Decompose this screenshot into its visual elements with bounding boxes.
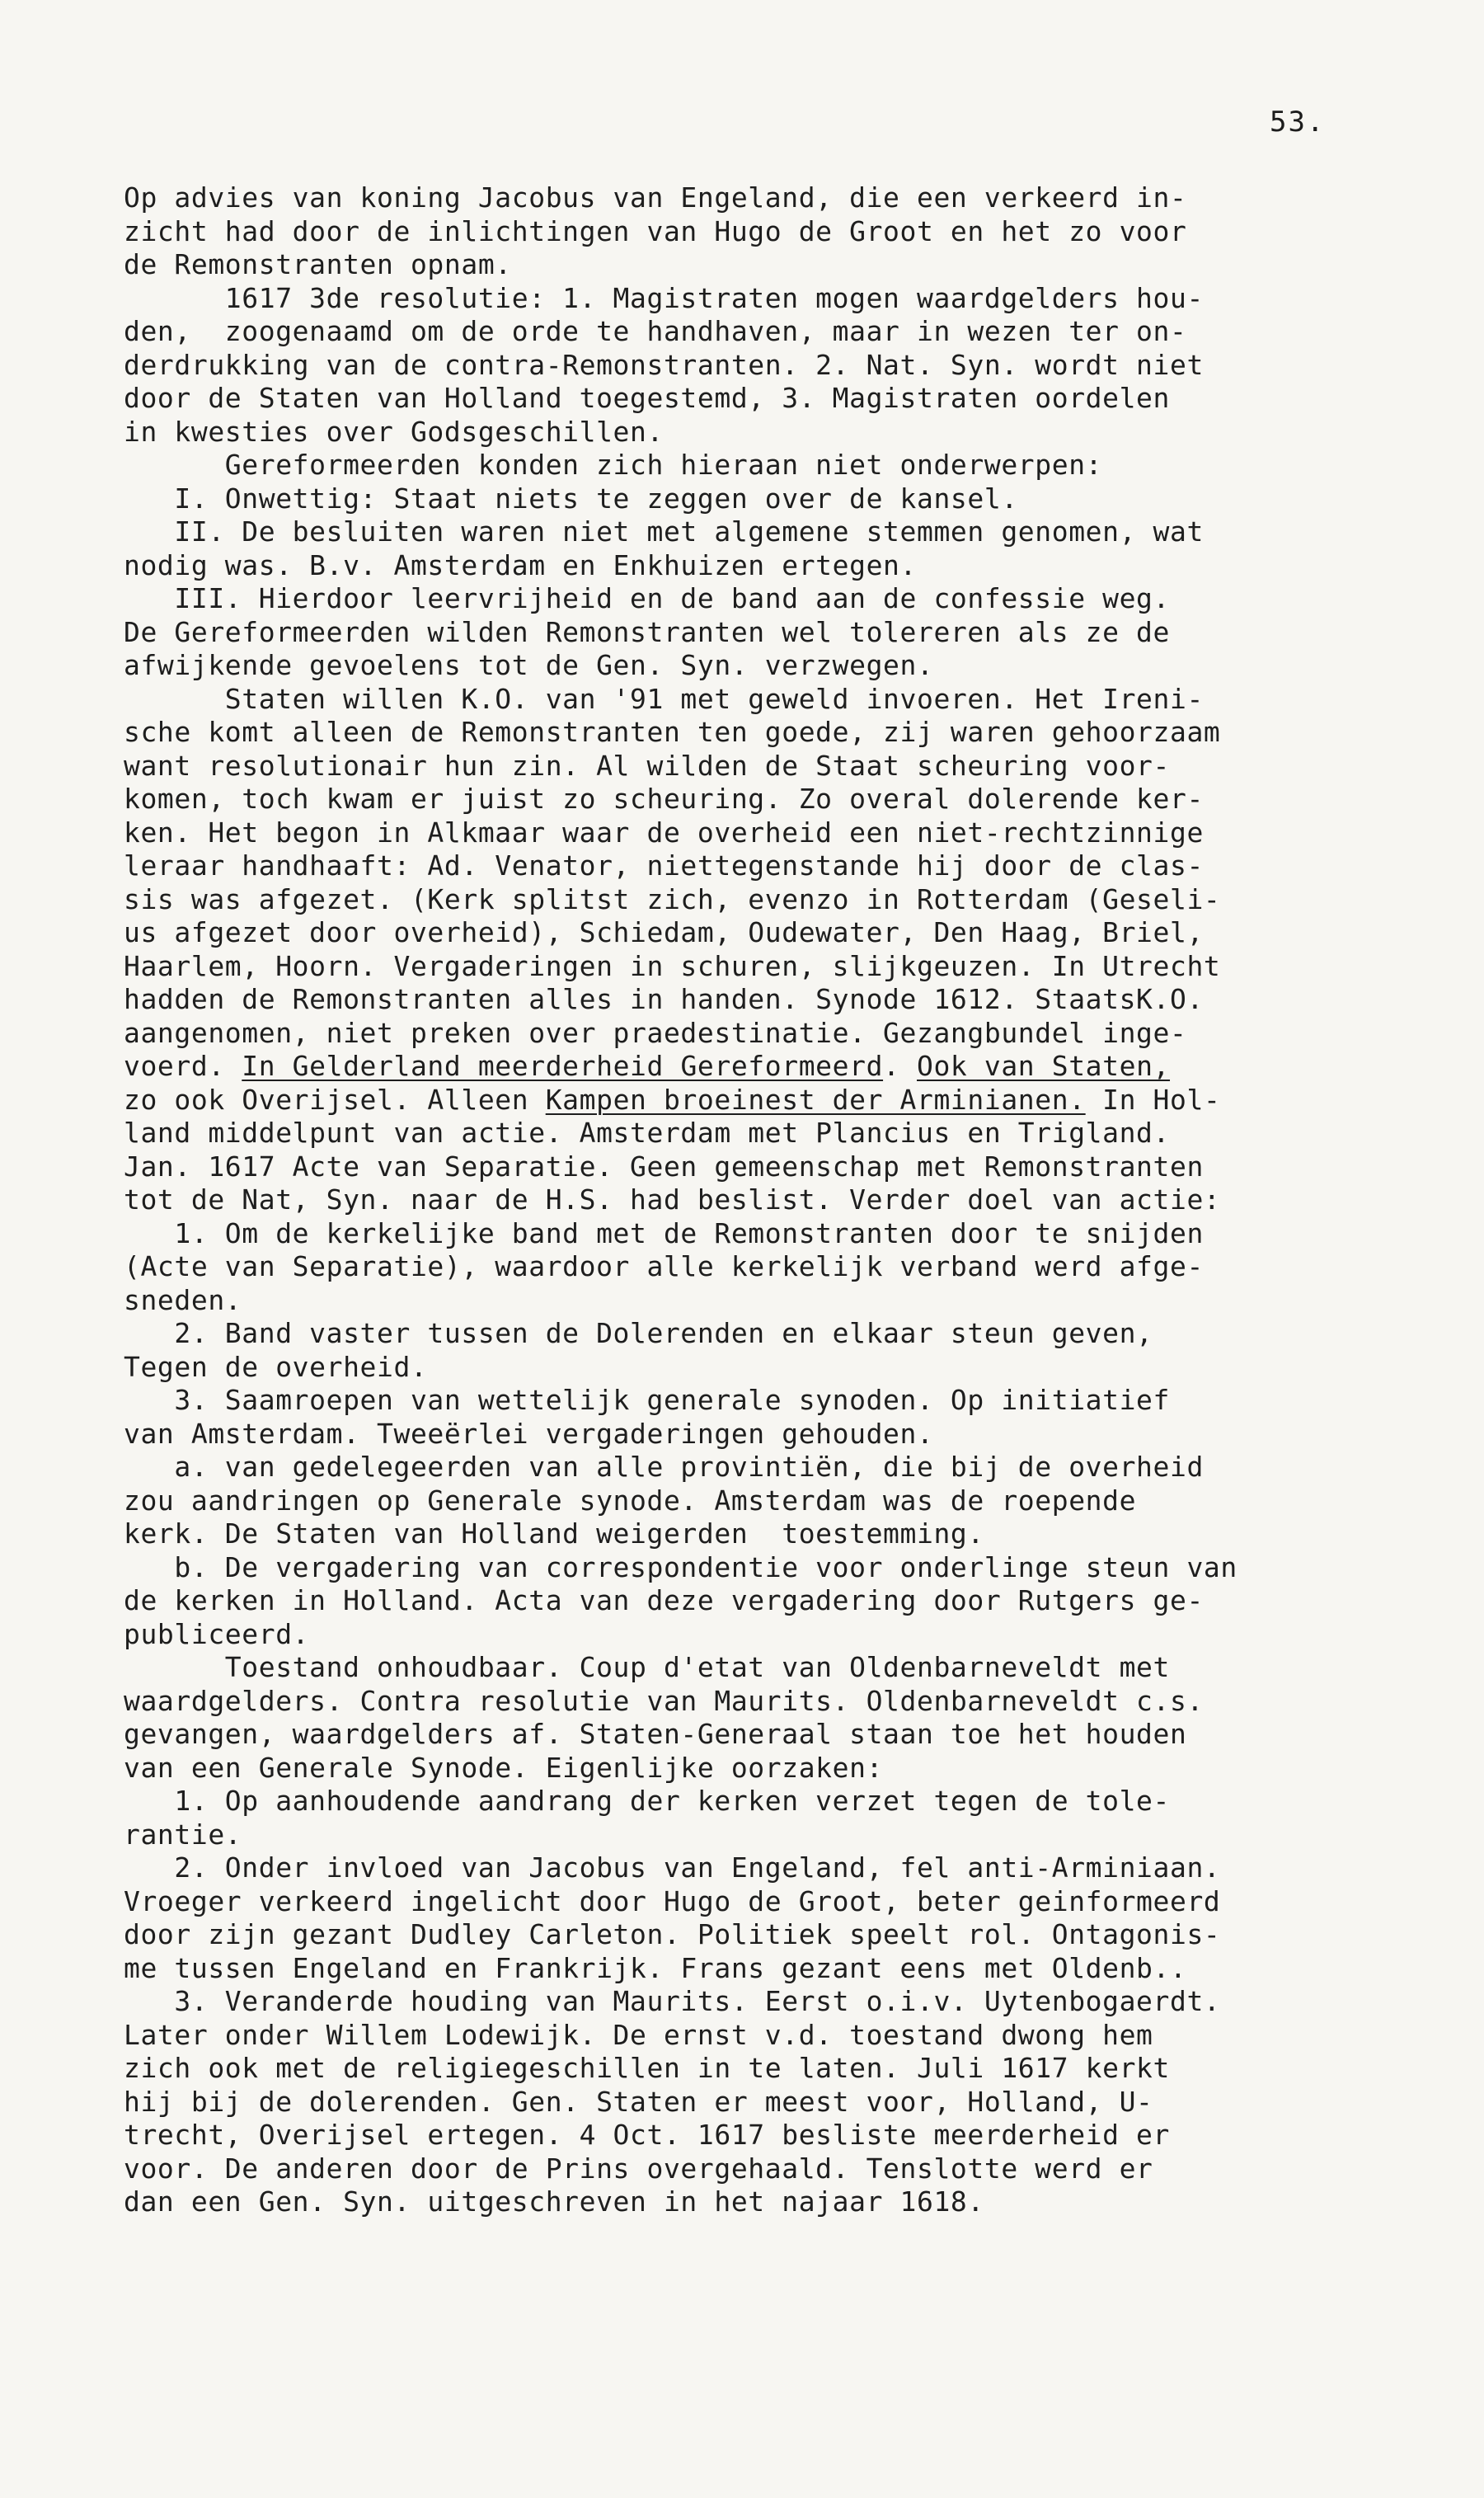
text-line bbox=[124, 2119, 1459, 2152]
text-line bbox=[124, 1084, 1459, 1117]
text-line bbox=[124, 1584, 1459, 1618]
line-text: den, zoogenaamd om de orde te handhaven, maar in wezen ter on- bbox=[124, 315, 1187, 347]
line-text: Later onder Willem Lodewijk. De ernst v.d. toestand dwong hem bbox=[124, 2018, 1153, 2051]
text-line bbox=[124, 1618, 1459, 1652]
text-line bbox=[124, 1217, 1459, 1251]
text-line bbox=[124, 315, 1459, 349]
line-text: want resolutionair hun zin. Al wilden de Staat scheuring voor- bbox=[124, 749, 1170, 782]
text-line bbox=[124, 1651, 1459, 1685]
text-line bbox=[124, 1117, 1459, 1150]
line-text: De Gereformeerden wilden Remonstranten wel tolereren als ze de bbox=[124, 615, 1170, 648]
text-line bbox=[124, 1851, 1459, 1885]
line-text: Vroeger verkeerd ingelicht door Hugo de Groot, beter geinformeerd bbox=[124, 1884, 1221, 1917]
line-text: leraar handhaaft: Ad. Venator, niettegenstande hij door de clas- bbox=[124, 849, 1204, 882]
line-text: b. De vergadering van correspondentie voor onderlinge steun van bbox=[124, 1550, 1237, 1583]
text-line bbox=[124, 1451, 1459, 1484]
text-line bbox=[124, 1685, 1459, 1719]
line-text: afwijkende gevoelens tot de Gen. Syn. verzwegen. bbox=[124, 649, 934, 681]
line-text: ken. Het begon in Alkmaar waar de overheid een niet-rechtzinnige bbox=[124, 816, 1204, 849]
text-line bbox=[124, 983, 1459, 1017]
text-line bbox=[124, 549, 1459, 583]
text-line bbox=[124, 1183, 1459, 1217]
line-text: de Remonstranten opnam. bbox=[124, 248, 512, 280]
line-text: voerd. bbox=[124, 1050, 242, 1082]
line-text: a. van gedelegeerden van alle provintiën, die bij de overheid bbox=[124, 1451, 1204, 1483]
line-text: hij bij de dolerenden. Gen. Staten er meest voor, Holland, U- bbox=[124, 2085, 1153, 2118]
line-text: dan een Gen. Syn. uitgeschreven in het najaar 1618. bbox=[124, 2185, 984, 2218]
text-line bbox=[124, 849, 1459, 883]
line-text: zou aandringen op Generale synode. Amsterdam was de roepende bbox=[124, 1484, 1137, 1517]
underlined-text: Kampen broeinest der Arminianen. bbox=[545, 1083, 1086, 1116]
line-text: aangenomen, niet preken over praedestinatie. Gezangbundel inge- bbox=[124, 1016, 1187, 1049]
text-line bbox=[124, 1284, 1459, 1318]
line-text: publiceerd. bbox=[124, 1617, 310, 1650]
text-line bbox=[124, 649, 1459, 683]
text-line bbox=[124, 883, 1459, 917]
line-text: us afgezet door overheid), Schiedam, Oudewater, Den Haag, Briel, bbox=[124, 916, 1204, 948]
line-text: 3. Saamroepen van wettelijk generale synoden. Op initiatief bbox=[124, 1384, 1170, 1416]
line-text: 1617 3de resolutie: 1. Magistraten mogen waardgelders hou- bbox=[124, 281, 1204, 314]
line-text: In Hol- bbox=[1085, 1083, 1221, 1116]
line-text: 1. Om de kerkelijke band met de Remonstranten door te snijden bbox=[124, 1216, 1204, 1249]
line-text: tot de Nat, Syn. naar de H.S. had beslist. Verder doel van actie: bbox=[124, 1183, 1221, 1216]
line-text: nodig was. B.v. Amsterdam en Enkhuizen ertegen. bbox=[124, 548, 917, 581]
line-text: land middelpunt van actie. Amsterdam met Plancius en Trigland. bbox=[124, 1117, 1170, 1149]
line-text: door de Staten van Holland toegestemd, 3. Magistraten oordelen bbox=[124, 382, 1170, 414]
line-text: Tegen de overheid. bbox=[124, 1350, 428, 1383]
text-line bbox=[124, 416, 1459, 449]
line-text: Toestand onhoudbaar. Coup d'etat van Oldenbarneveldt met bbox=[124, 1651, 1170, 1683]
line-text: kerk. De Staten van Holland weigerden toestemming. bbox=[124, 1517, 984, 1550]
line-text: 3. Veranderde houding van Maurits. Eerst o.i.v. Uytenbogaerdt. bbox=[124, 1985, 1221, 2017]
text-line bbox=[124, 215, 1459, 249]
text-line bbox=[124, 1484, 1459, 1518]
line-text: me tussen Engeland en Frankrijk. Frans gezant eens met Oldenb.. bbox=[124, 1951, 1187, 1984]
page-number: 53. bbox=[1270, 106, 1326, 139]
text-line bbox=[124, 616, 1459, 650]
text-line bbox=[124, 482, 1459, 516]
text-line bbox=[124, 382, 1459, 416]
text-line bbox=[124, 2019, 1459, 2053]
line-text: in kwesties over Godsgeschillen. bbox=[124, 415, 664, 448]
text-line bbox=[124, 1718, 1459, 1752]
line-text: van een Generale Synode. Eigenlijke oorzaken: bbox=[124, 1751, 884, 1784]
text-line bbox=[124, 1818, 1459, 1852]
line-text: de kerken in Holland. Acta van deze vergadering door Rutgers ge- bbox=[124, 1584, 1204, 1616]
text-line bbox=[124, 816, 1459, 850]
text-line bbox=[124, 349, 1459, 383]
line-text: II. De besluiten waren niet met algemene stemmen genomen, wat bbox=[124, 515, 1204, 548]
text-line bbox=[124, 1885, 1459, 1919]
text-line bbox=[124, 1351, 1459, 1385]
body-text bbox=[124, 181, 1459, 2219]
text-line bbox=[124, 1551, 1459, 1585]
text-line bbox=[124, 2152, 1459, 2186]
text-line bbox=[124, 515, 1459, 549]
line-text: Gereformeerden konden zich hieraan niet onderwerpen: bbox=[124, 449, 1103, 481]
line-text: zicht had door de inlichtingen van Hugo de Groot en het zo voor bbox=[124, 214, 1187, 247]
text-line bbox=[124, 683, 1459, 717]
text-line bbox=[124, 1918, 1459, 1952]
text-line bbox=[124, 916, 1459, 950]
text-line bbox=[124, 1150, 1459, 1184]
text-line bbox=[124, 716, 1459, 750]
line-text: van Amsterdam. Tweeërlei vergaderingen gehouden. bbox=[124, 1417, 934, 1450]
text-line bbox=[124, 1384, 1459, 1418]
line-text: rantie. bbox=[124, 1818, 242, 1851]
text-line bbox=[124, 282, 1459, 316]
text-line bbox=[124, 1952, 1459, 1986]
text-line bbox=[124, 783, 1459, 816]
line-text: zich ook met de religiegeschillen in te laten. Juli 1617 kerkt bbox=[124, 2052, 1170, 2084]
line-text: III. Hierdoor leervrijheid en de band aan de confessie weg. bbox=[124, 582, 1170, 614]
text-line bbox=[124, 1050, 1459, 1084]
text-line bbox=[124, 950, 1459, 984]
line-text: . bbox=[883, 1050, 917, 1082]
line-text: Jan. 1617 Acte van Separatie. Geen gemeenschap met Remonstranten bbox=[124, 1150, 1204, 1183]
text-line bbox=[124, 2185, 1459, 2219]
text-line bbox=[124, 1017, 1459, 1051]
text-line bbox=[124, 1752, 1459, 1785]
text-line bbox=[124, 1418, 1459, 1451]
line-text: sis was afgezet. (Kerk splitst zich, evenzo in Rotterdam (Geseli- bbox=[124, 882, 1221, 915]
line-text: Staten willen K.O. van '91 met geweld invoeren. Het Ireni- bbox=[124, 682, 1204, 715]
line-text: Haarlem, Hoorn. Vergaderingen in schuren, slijkgeuzen. In Utrecht bbox=[124, 949, 1221, 982]
line-text: derdrukking van de contra-Remonstranten. 2. Nat. Syn. wordt niet bbox=[124, 348, 1204, 381]
line-text: 2. Band vaster tussen de Dolerenden en elkaar steun geven, bbox=[124, 1317, 1153, 1349]
underlined-text: In Gelderland meerderheid Gereformeerd bbox=[242, 1050, 884, 1082]
line-text: gevangen, waardgelders af. Staten-Generaal staan toe het houden bbox=[124, 1718, 1187, 1750]
underlined-text: Ook van Staten, bbox=[917, 1050, 1171, 1082]
text-line bbox=[124, 2052, 1459, 2086]
line-text: voor. De anderen door de Prins overgehaald. Tenslotte werd er bbox=[124, 2152, 1153, 2185]
line-text: waardgelders. Contra resolutie van Maurits. Oldenbarneveldt c.s. bbox=[124, 1684, 1204, 1717]
line-text: 1. Op aanhoudende aandrang der kerken verzet tegen de tole- bbox=[124, 1785, 1170, 1817]
line-text: sneden. bbox=[124, 1283, 242, 1316]
line-text: (Acte van Separatie), waardoor alle kerkelijk verband werd afge- bbox=[124, 1250, 1204, 1282]
text-line bbox=[124, 248, 1459, 282]
line-text: 2. Onder invloed van Jacobus van Engeland, fel anti-Arminiaan. bbox=[124, 1851, 1221, 1884]
line-text: trecht, Overijsel ertegen. 4 Oct. 1617 besliste meerderheid er bbox=[124, 2119, 1170, 2151]
line-text: zo ook Overijsel. Alleen bbox=[124, 1083, 546, 1116]
text-line bbox=[124, 1517, 1459, 1551]
text-line bbox=[124, 750, 1459, 783]
line-text: komen, toch kwam er juist zo scheuring. Zo overal dolerende ker- bbox=[124, 783, 1204, 815]
text-line bbox=[124, 1317, 1459, 1351]
text-line bbox=[124, 449, 1459, 482]
text-line bbox=[124, 1785, 1459, 1818]
text-line bbox=[124, 2086, 1459, 2119]
line-text: hadden de Remonstranten alles in handen. Synode 1612. StaatsK.O. bbox=[124, 983, 1204, 1015]
text-line bbox=[124, 181, 1459, 215]
line-text: sche komt alleen de Remonstranten ten goede, zij waren gehoorzaam bbox=[124, 716, 1221, 748]
line-text: door zijn gezant Dudley Carleton. Politiek speelt rol. Ontagonis- bbox=[124, 1918, 1221, 1950]
text-line bbox=[124, 1250, 1459, 1284]
line-text: Op advies van koning Jacobus van Engeland, die een verkeerd in- bbox=[124, 181, 1187, 214]
text-line bbox=[124, 1985, 1459, 2019]
text-line bbox=[124, 582, 1459, 616]
line-text: I. Onwettig: Staat niets te zeggen over de kansel. bbox=[124, 482, 1018, 515]
